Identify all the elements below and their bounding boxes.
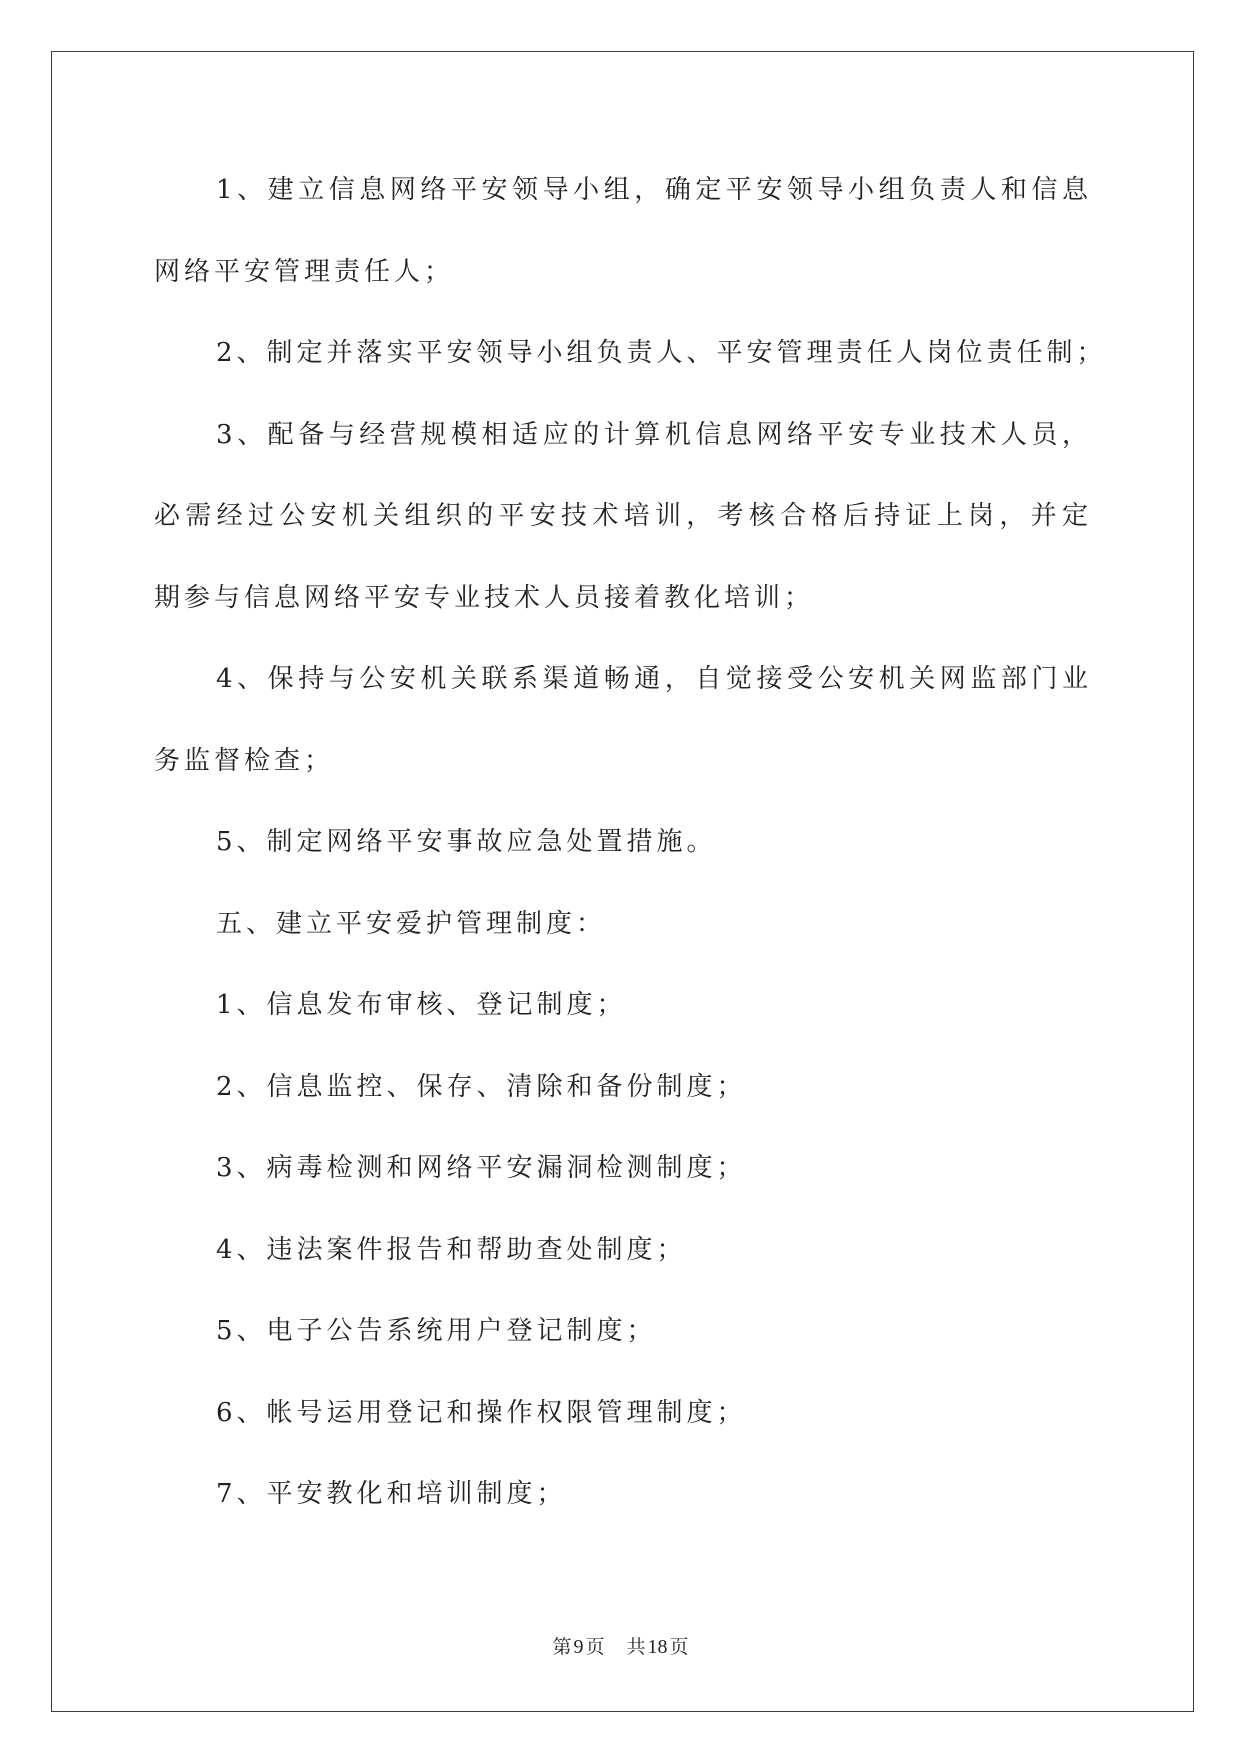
- paragraph-line: 必需经过公安机关组织的平安技术培训，考核合格后持证上岗，并定: [154, 501, 1092, 531]
- paragraph-line: 2、信息监控、保存、清除和备份制度；: [216, 1071, 747, 1102]
- paragraph-line: 2、制定并落实平安领导小组负责人、平安管理责任人岗位责任制；: [216, 338, 1107, 368]
- paragraph: [154, 802, 1092, 884]
- paragraph-line: 7、平安教化和培训制度；: [216, 1479, 567, 1509]
- paragraph-line: 网络平安管理责任人；: [154, 256, 455, 287]
- paragraph-line: 4、保持与公安机关联系渠道畅通，自觉接受公安机关网监部门业: [216, 664, 1092, 694]
- paragraph: [154, 313, 1107, 395]
- footer-page-prefix: 第: [552, 1636, 572, 1658]
- paragraph: [154, 1210, 1092, 1292]
- paragraph-line: 5、制定网络平安事故应急处置措施。: [216, 827, 717, 857]
- footer-total-pages: 18: [647, 1636, 668, 1658]
- paragraph-line: 3、病毒检测和网络平安漏洞检测制度；: [216, 1153, 747, 1183]
- paragraph-line: 五、建立平安爱护管理制度：: [216, 908, 607, 939]
- paragraph: [154, 1128, 1092, 1210]
- paragraph: [154, 639, 1092, 802]
- paragraph-line: 6、帐号运用登记和操作权限管理制度；: [216, 1397, 747, 1428]
- footer-total-prefix: 共: [626, 1636, 646, 1658]
- paragraph: [154, 965, 1092, 1047]
- paragraph-line: 5、电子公告系统用户登记制度；: [216, 1316, 657, 1346]
- paragraph: [154, 1047, 1092, 1129]
- paragraph: [154, 150, 1092, 313]
- paragraph-line: 3、配备与经营规模相适应的计算机信息网络平安专业技术人员，: [216, 419, 1092, 450]
- paragraph: [154, 884, 1092, 966]
- paragraph-line: 1、建立信息网络平安领导小组，确定平安领导小组负责人和信息: [216, 175, 1092, 205]
- page-footer: [0, 1634, 1241, 1660]
- paragraph: [154, 1291, 1092, 1373]
- document-body: [154, 150, 1107, 1536]
- paragraph: [154, 1373, 1092, 1455]
- footer-page-suffix: 页: [585, 1636, 605, 1658]
- paragraph-line: 1、信息发布审核、登记制度；: [216, 990, 627, 1020]
- paragraph: [154, 395, 1092, 640]
- footer-total-suffix: 页: [669, 1636, 689, 1658]
- paragraph: [154, 1454, 1092, 1536]
- footer-page-number: 9: [573, 1636, 584, 1658]
- paragraph-line: 4、违法案件报告和帮助查处制度；: [216, 1234, 687, 1265]
- paragraph-line: 期参与信息网络平安专业技术人员接着教化培训；: [154, 582, 815, 613]
- paragraph-line: 务监督检查；: [154, 745, 335, 776]
